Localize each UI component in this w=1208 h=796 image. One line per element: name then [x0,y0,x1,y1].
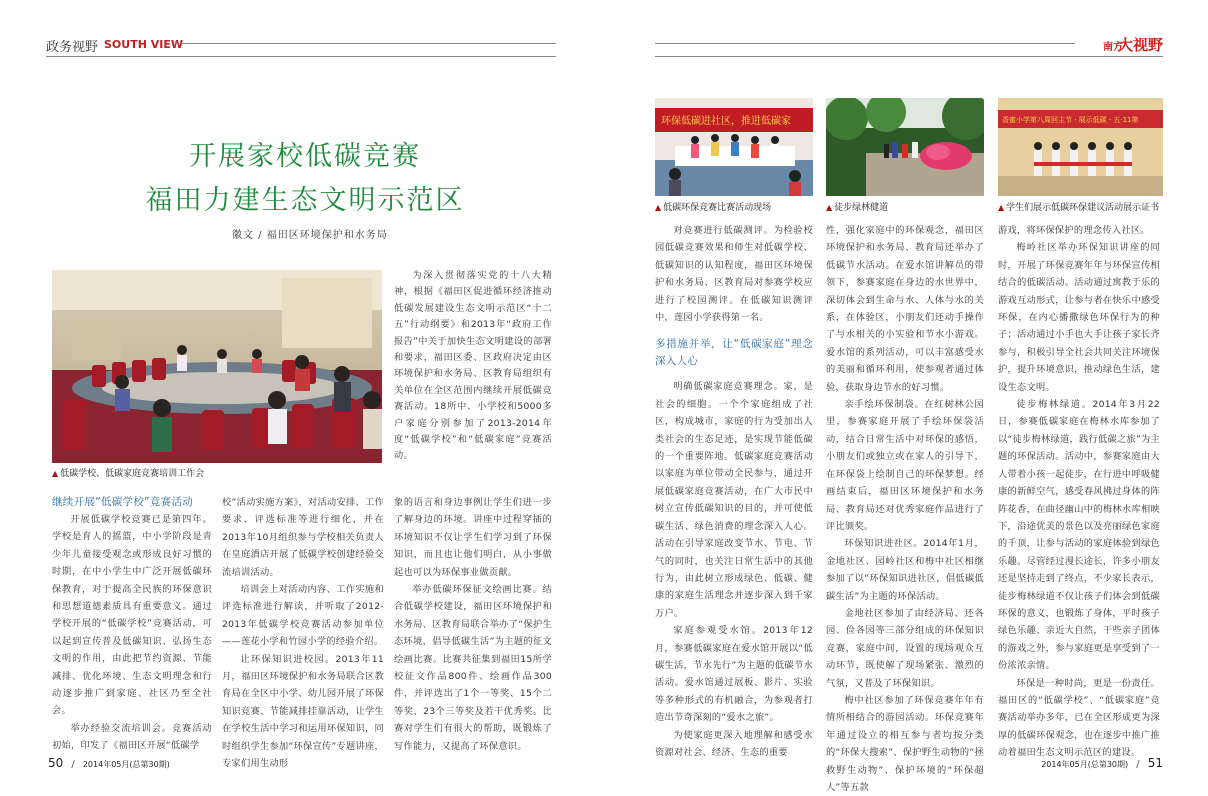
students-photo [998,98,1163,196]
left-page-header [46,34,556,60]
photo-main-caption: ▲ 低碳学校、低碳家庭竞赛培训工作会 [52,469,205,479]
intro-paragraph: 为深入贯彻落实党的十八大精神，根据《福田区促进循环经济推动低碳发展建设生态文明示范区“十二五”行动纲要》和2013年“政府工作报告”中关于加快生态文明建设的部署和要求，福田区委、区政府决定由区环境保护和水务局、区教育局组织有关单位在全区范围内继续开展低碳竞赛活动。18所中、小学校和5000多户家庭分别参加了2013-2014年度“低碳学校”和“低碳家庭”竞赛活动。 [394,270,552,462]
left-brand-cn: 政务视野 [46,40,99,55]
subhead-low-carbon-school: 继续开展“低碳学校”竞赛活动 [52,496,194,508]
left-issue-date: 2014年05月(总第30期) [82,760,170,769]
right-brand-cn: 大视野 [1117,36,1163,54]
right-page-footer: 2014年05月(总第30期) / 51 [1041,756,1163,770]
left-brand-en: SOUTH VIEW [104,38,183,51]
left-column-1: 继续开展“低碳学校”竞赛活动 开展低碳学校竞赛已是第四年。学校是育人的摇篮，中小学阶段是青少年儿童接受观念或形成良好习惯的时期，在中小学生中广泛开展低碳环保教育，对于提高全民族的环保意识和思想道德素质具有重要意义。通过学校开展的“低碳学校”竞赛活动，可以起到宣传普及低碳知识、弘扬生态文明的作用，由此把节约资源、节能减排、优化环境、生态文明理念和行动逐步推广到家庭、社区乃至全社会。 举办经验交流培训会。竞赛活动初始，印发了《福田区开展“低碳学 [52,496,212,752]
right-column-2: 性，强化家庭中的环保观念，福田区环境保护和水务局、教育局还举办了低碳节水活动。在爱水馆讲解员的带领下，参赛家庭在身边的水世界中，深切体会到生命与水、人体与水的关系，在体验区，小朋友们还动手操作了与水相关的小实验和节水小游戏。爱水馆的系列活动，可以丰富感受水的美丽和循环利用，使参观者通过体验，获取身边节水的好习惯。 亲手绘环保制袋。在红树林公园里，参赛家庭开展了手绘环保袋活动，结合日常生活中对环保的感悟，小朋友们或独立或在家人的引导下，在环保袋上绘制自己的环保梦想。经画结束后，福田区环境保护和水务局、教育局还对优秀家庭作品进行了评比颁奖。 环保知识进社区。2014年1月，金地社区、园岭社区和梅中社区相继参加了以“环保知识进社区，倡低碳低碳生活”为主题的环保活动。 金地社区参加了由经济局、还各园、俭各园等三部分组成的环保知识竞赛，家庭中间，设置的现场观众互动环节，既使解了现场紧张、激烈的气氛，又普及了环保知识。 梅中社区参加了环保竞赛年年有情所相结合的游园活动。环保竞赛年年通过设立的相互参与者均按分类的“环保大搜索”、保护野生动物的“拯救野生动物”、保护环境的“环保超人”等五款 [826,225,984,793]
banner-text-1: 环保低碳进社区，推进低碳家 [661,116,791,127]
article-title-line2: 福田力建生态文明示范区 [145,185,465,216]
article-title-line1: 开展家校低碳竞赛 [189,141,421,172]
right-page-header [655,34,1163,60]
hiking-photo [826,98,984,196]
right-column-3: 游戏，将环保保护的理念传入社区。 梅岭社区举办环保知识讲座的同时，开展了环保竞赛年年与环保宣传相结合的低碳活动。活动通过寓教于乐的游戏互动形式，让参与者在快乐中感受环保，在内心播撒绿色环保行为的种子；活动通过小手也大手让孩子家长齐参与，积极引导全社会共同关注环境保护，提升环境意识，推动绿色生活，建设生态文明。 徒步梅林绿道。2014年3月22日，参赛低碳家庭在梅林水库参加了以“徒步梅林绿道，践行低碳之旅”为主题的环保活动。活动中，参赛家庭由大人带着小孩一起徒步，在行进中呼吸健康的新鲜空气，感受春风拂过身体的阵阵花香，在曲径幽山中的梅林水库相映下，沿途优美的景色以及亮丽绿色家庭的千顶，让参与活动的家庭体验到绿色乐趣。尽管经过漫长途长，许多小朋友还是坚持走到了终点，不少家长表示，徒步梅林绿道不仅让孩子们体会到低碳环保的意义，也锻炼了身体，平时孩子绿色乐趣、亲近大自然，干些亲子团体的游戏之外，参与家庭更是享受到了一份浓浓亲情。 环保是一种时尚，更是一份责任。福田区的“低碳学校”、“低碳家庭”竞赛活动举办多年，已在全区形成更为深厚的低碳环保观念，也在逐步中推广推动着福田生态文明示范区的建设。 [998,225,1160,759]
competition-photo [655,98,813,196]
header-rule [655,43,1075,44]
photo-r3-caption: ▲ 学生们展示低碳环保建议活动展示证书 [998,203,1160,213]
meeting-photo [52,270,382,463]
right-brand-small: 南方 [1103,42,1123,53]
header-rule [46,56,556,57]
left-column-2: 校”活动实施方案》，对活动安排、工作要求、评选标准等进行细化，并在2013年10月组织参与学校相关负责人在皇庭酒店开展了低碳学校创建经验交流培训活动。 培训会上对活动内容、工作实施和评选标准进行解读，并听取了2012-2013年低碳学校竞赛活动参加单位——莲花小学和竹园小学的经验介绍。 让环保知识进校园。2013年11月，福田区环境保护和水务局联合区教育局在全区中小学、幼儿园开展了环保知识竞赛、节能减排挂靠活动，让学生在学校生活中学习和运用环保知识，同时组织学生参加“环保宣传”专题讲座，专家们用生动形 [222,497,384,770]
banner-text-3: 香蜜小学第八周回主节 · 展示低碳 · 五·11第 [1002,116,1139,124]
article-author: 徽文 / 福田区环境保护和水务局 [232,230,388,241]
right-page-number: 51 [1147,756,1163,770]
photo-r1-caption: ▲ 低碳环保竞赛比赛活动现场 [655,203,772,213]
left-page-footer: 50 / 2014年05月(总第30期) [48,756,170,770]
right-issue-date: 2014年05月(总第30期) [1041,760,1129,769]
left-column-3: 象的语言和身边事例让学生们进一步了解身边的环境。讲座中过程穿插的环境知识不仅让学生们学习到了环保知识，而且也让他们明白，从小事做起也可以为环保事业做贡献。 举办低碳环保征文绘画比赛。结合低碳学校建设，福田区环境保护和水务局、区教育局联合举办了“保护生态环境，倡导低碳生活”为主题的征文绘画比赛。比赛共征集到福田15所学校征文作品800件、绘画作品300件，并评选出了1个一等奖、15个二等奖、23个三等奖及若干优秀奖。比赛对学生们有很大的帮助，既锻炼了写作能力，又提高了环保意识。 [394,497,552,752]
photo-r2-caption: ▲ 徒步绿林健道 [826,203,889,213]
left-page-number: 50 [48,756,64,770]
subhead-low-carbon-family: 多措施并举，让“低碳家庭”理念深入人心 [655,338,813,368]
header-rule [176,43,556,44]
header-rule [655,56,1163,57]
right-column-1: 对竞赛进行低碳测评。为检验校园低碳竞赛效果和师生对低碳学校、低碳知识的认知程度，福田区环境保护和水务局、区教育局对参赛学校应进行了校园测评。在低碳知识测评中，莲园小学获得第一名。 多措施并举，让“低碳家庭”理念深入人心 明确低碳家庭竞赛理念。家，是社会的细胞。一个个家庭组成了社区，构成城市，家庭的行为受加出人类社会的生态足迹，是实现节能低碳的一个重要阵地。低碳家庭竞赛活动以家庭为单位带动全民参与，通过开展低碳家庭竞赛活动，在广大市民中树立宣传低碳知识的目的，并可使低碳生活、绿色消费的理念深入人心。活动在引导家庭改变节水、节电、节气的同时，也关注日常生活中的其他行为，由此树立形成绿色、低碳、健康的家庭生活理念并逐步深入到千家万户。 家庭参观受水馆。2013年12月，参赛低碳家庭在爱水馆开展以“低碳生活，节水先行”为主题的低碳节水活动。爱水馆通过展板、影片、实验等多种形式的有机融合，为参观者打造出节奇深刻的“爱水之旅”。 为使家庭更深入地理解和感受水资源对社会、经济、生态的重要 [655,225,813,758]
